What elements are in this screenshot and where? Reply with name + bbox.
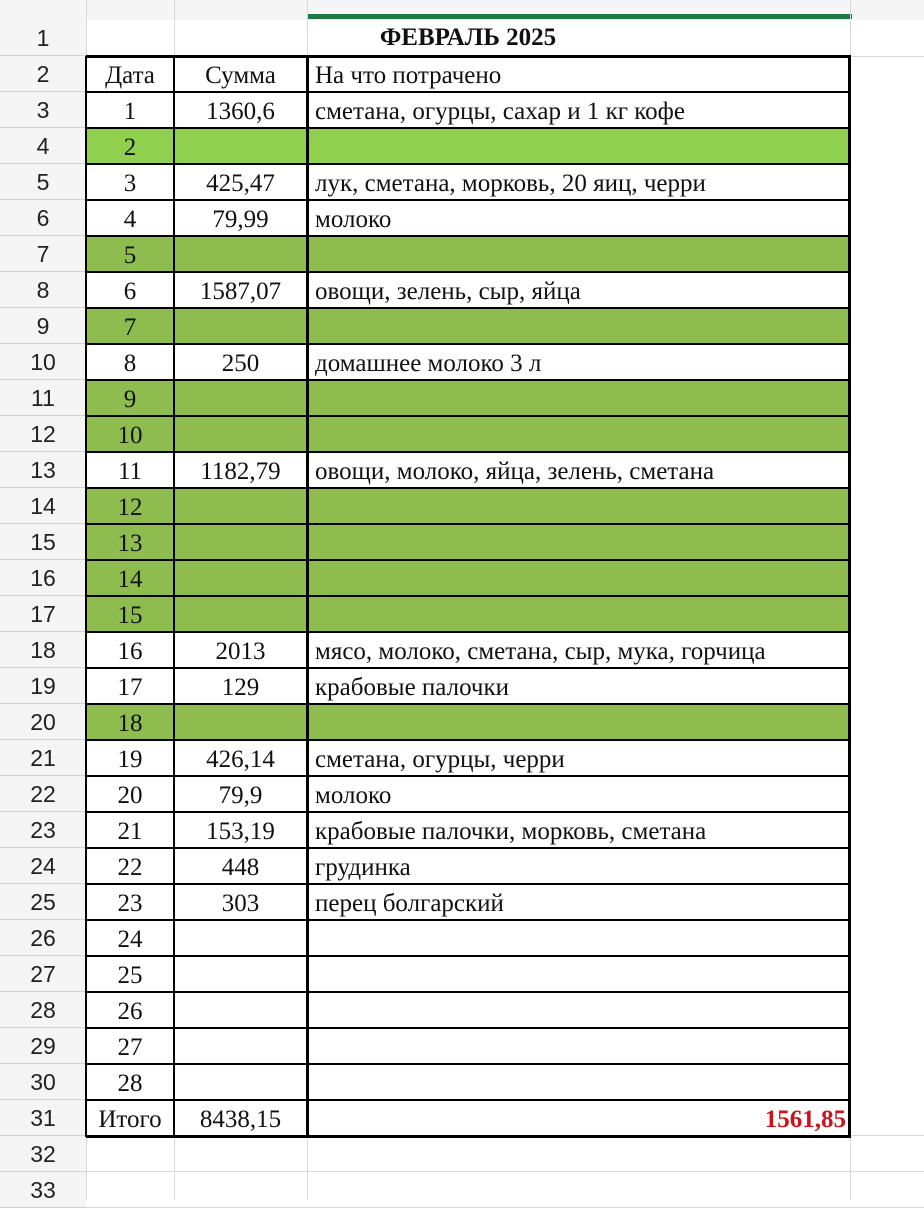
cell-sum[interactable] bbox=[174, 1064, 307, 1100]
row-header[interactable] bbox=[0, 848, 86, 884]
cell-sum[interactable] bbox=[174, 416, 307, 452]
table-border-horizontal bbox=[86, 199, 851, 201]
table-border-horizontal bbox=[86, 523, 851, 525]
cell-date[interactable]: 19 bbox=[117, 746, 143, 773]
row-header[interactable] bbox=[0, 488, 86, 524]
table-border-horizontal bbox=[86, 55, 851, 58]
row-header[interactable] bbox=[0, 524, 86, 560]
table-border-vertical bbox=[85, 56, 87, 1137]
row-number: 25 bbox=[30, 889, 56, 915]
row-header[interactable] bbox=[0, 308, 86, 344]
row-number: 30 bbox=[30, 1069, 56, 1095]
cell-date[interactable]: 3 bbox=[123, 170, 137, 197]
cell-description[interactable] bbox=[307, 488, 850, 524]
cell-description[interactable]: грудинка bbox=[315, 854, 411, 881]
cell-sum[interactable]: 448 bbox=[221, 854, 260, 881]
row-header[interactable] bbox=[0, 164, 86, 200]
row-number: 18 bbox=[30, 637, 56, 663]
cell-date[interactable]: 23 bbox=[117, 890, 143, 917]
row-header[interactable] bbox=[0, 668, 86, 704]
row-header[interactable] bbox=[0, 200, 86, 236]
cell-date[interactable]: 17 bbox=[117, 674, 143, 701]
row-number: 14 bbox=[30, 493, 56, 519]
row-number: 26 bbox=[30, 925, 56, 951]
row-header[interactable] bbox=[0, 452, 86, 488]
row-number: 32 bbox=[30, 1141, 56, 1167]
row-header[interactable] bbox=[0, 1064, 86, 1100]
remainder-value[interactable]: 1561,85 bbox=[764, 1106, 846, 1133]
table-border-horizontal bbox=[86, 379, 851, 381]
cell-date[interactable]: 10 bbox=[117, 422, 143, 449]
row-header[interactable] bbox=[0, 740, 86, 776]
row-number: 6 bbox=[36, 205, 50, 231]
cell-sum[interactable] bbox=[174, 128, 307, 164]
gridline-horizontal bbox=[86, 1171, 924, 1172]
cell-description[interactable]: перец болгарский bbox=[315, 890, 504, 917]
table-border-horizontal bbox=[86, 1063, 851, 1065]
cell-sum[interactable]: 79,99 bbox=[212, 206, 269, 233]
cell-description[interactable] bbox=[307, 524, 850, 560]
cell-date[interactable]: 20 bbox=[117, 782, 143, 809]
cell-description[interactable] bbox=[307, 1064, 850, 1100]
cell-sum[interactable]: 153,19 bbox=[206, 818, 275, 845]
cell-description[interactable]: овощи, молоко, яйца, зелень, сметана bbox=[315, 458, 715, 485]
row-number: 12 bbox=[30, 421, 56, 447]
cell-date[interactable]: 11 bbox=[117, 458, 143, 485]
cell-description[interactable] bbox=[307, 596, 850, 632]
cell-sum[interactable]: 425,47 bbox=[206, 170, 275, 197]
cell-sum[interactable] bbox=[174, 560, 307, 596]
cell-date[interactable]: 2 bbox=[123, 134, 137, 161]
table-border-horizontal bbox=[86, 595, 851, 597]
table-border-horizontal bbox=[86, 271, 851, 273]
row-header[interactable] bbox=[0, 1028, 86, 1064]
cell-sum[interactable] bbox=[174, 704, 307, 740]
table-border-horizontal bbox=[86, 1135, 851, 1138]
cell-sum[interactable]: 426,14 bbox=[206, 746, 275, 773]
cell-date[interactable]: 12 bbox=[117, 494, 143, 521]
cell-sum[interactable] bbox=[174, 956, 307, 992]
row-number: 3 bbox=[36, 97, 50, 123]
total-label[interactable]: Итого bbox=[98, 1106, 162, 1133]
table-border-horizontal bbox=[86, 775, 851, 777]
row-number: 4 bbox=[36, 133, 50, 159]
row-header[interactable] bbox=[0, 956, 86, 992]
table-border-horizontal bbox=[86, 631, 851, 633]
header-sum[interactable]: Сумма bbox=[205, 62, 276, 89]
cell-description[interactable] bbox=[307, 956, 850, 992]
table-border-horizontal bbox=[86, 955, 851, 957]
row-header[interactable] bbox=[0, 704, 86, 740]
row-header[interactable] bbox=[0, 884, 86, 920]
cell-date[interactable]: 13 bbox=[117, 530, 143, 557]
cell-description[interactable] bbox=[307, 308, 850, 344]
row-header[interactable] bbox=[0, 344, 86, 380]
cell-sum[interactable] bbox=[174, 1028, 307, 1064]
cell-date[interactable]: 26 bbox=[117, 998, 143, 1025]
cell-description[interactable]: овощи, зелень, сыр, яйца bbox=[315, 278, 581, 305]
table-border-horizontal bbox=[86, 1027, 851, 1029]
cell-date[interactable]: 4 bbox=[123, 206, 137, 233]
cell-date[interactable]: 21 bbox=[117, 818, 143, 845]
cell-sum[interactable]: 303 bbox=[221, 890, 260, 917]
cell-description[interactable] bbox=[307, 992, 850, 1028]
cell-sum[interactable] bbox=[174, 524, 307, 560]
cell-description[interactable]: сметана, огурцы, черри bbox=[315, 746, 565, 773]
cell-date[interactable]: 5 bbox=[123, 242, 137, 269]
cell-description[interactable]: крабовые палочки, морковь, сметана bbox=[315, 818, 707, 845]
row-number: 33 bbox=[30, 1177, 56, 1203]
table-border-horizontal bbox=[86, 127, 851, 129]
cell-date[interactable]: 18 bbox=[117, 710, 143, 737]
row-header[interactable] bbox=[0, 920, 86, 956]
row-number: 13 bbox=[30, 457, 56, 483]
row-header[interactable] bbox=[0, 1172, 86, 1208]
row-header[interactable] bbox=[0, 992, 86, 1028]
table-border-vertical bbox=[848, 56, 851, 1137]
cell-date[interactable]: 14 bbox=[117, 566, 143, 593]
row-number: 27 bbox=[30, 961, 56, 987]
table-border-horizontal bbox=[86, 163, 851, 165]
table-border-horizontal bbox=[86, 559, 851, 561]
row-header[interactable] bbox=[0, 380, 86, 416]
table-border-horizontal bbox=[86, 883, 851, 885]
table-border-horizontal bbox=[86, 451, 851, 453]
cell-date[interactable]: 9 bbox=[123, 386, 137, 413]
cell-description[interactable] bbox=[307, 560, 850, 596]
cell-sum[interactable] bbox=[174, 596, 307, 632]
table-border-horizontal bbox=[86, 415, 851, 417]
row-number: 10 bbox=[30, 349, 56, 375]
table-border-horizontal bbox=[86, 1099, 851, 1101]
cell-description[interactable]: молоко bbox=[315, 782, 392, 809]
table-border-horizontal bbox=[86, 235, 851, 237]
table-border-horizontal bbox=[86, 919, 851, 921]
header-description[interactable]: На что потрачено bbox=[315, 62, 502, 89]
cell-sum[interactable]: 129 bbox=[221, 674, 260, 701]
row-number: 20 bbox=[30, 709, 56, 735]
cell-sum[interactable] bbox=[174, 488, 307, 524]
row-number: 19 bbox=[30, 673, 56, 699]
cell-description[interactable] bbox=[307, 128, 850, 164]
row-number: 11 bbox=[31, 385, 55, 411]
cell-date[interactable]: 1 bbox=[123, 98, 137, 125]
row-number: 7 bbox=[36, 241, 50, 267]
row-number: 8 bbox=[36, 277, 50, 303]
row-header[interactable] bbox=[0, 416, 86, 452]
cell-description[interactable]: сметана, огурцы, сахар и 1 кг кофе bbox=[315, 98, 685, 125]
cell-sum[interactable] bbox=[174, 236, 307, 272]
cell-sum[interactable] bbox=[174, 380, 307, 416]
cell-sum[interactable]: 1360,6 bbox=[206, 98, 275, 125]
row-header[interactable] bbox=[0, 560, 86, 596]
row-number: 29 bbox=[30, 1033, 56, 1059]
cell-description[interactable] bbox=[307, 416, 850, 452]
row-number: 17 bbox=[30, 601, 56, 627]
row-header[interactable] bbox=[0, 812, 86, 848]
cell-date[interactable]: 7 bbox=[123, 314, 137, 341]
cell-description[interactable] bbox=[307, 236, 850, 272]
cell-description[interactable] bbox=[307, 380, 850, 416]
cell-description[interactable]: мясо, молоко, сметана, сыр, мука, горчица bbox=[315, 638, 766, 665]
table-border-horizontal bbox=[86, 847, 851, 849]
row-header[interactable] bbox=[0, 92, 86, 128]
row-number: 16 bbox=[30, 565, 56, 591]
cell-description[interactable]: домашнее молоко 3 л bbox=[315, 350, 542, 377]
row-number: 21 bbox=[30, 745, 56, 771]
cell-date[interactable]: 24 bbox=[117, 926, 143, 953]
cell-date[interactable]: 28 bbox=[117, 1070, 143, 1097]
row-header[interactable] bbox=[0, 272, 86, 308]
table-border-horizontal bbox=[86, 991, 851, 993]
table-border-horizontal bbox=[86, 487, 851, 489]
cell-date[interactable]: 22 bbox=[117, 854, 143, 881]
cell-date[interactable]: 8 bbox=[123, 350, 137, 377]
row-header[interactable] bbox=[0, 1136, 86, 1172]
table-border-horizontal bbox=[86, 811, 851, 813]
row-number: 23 bbox=[30, 817, 56, 843]
row-header[interactable] bbox=[0, 632, 86, 668]
row-number: 24 bbox=[30, 853, 56, 879]
sheet-title[interactable]: ФЕВРАЛЬ 2025 bbox=[379, 24, 557, 51]
cell-sum[interactable]: 1587,07 bbox=[199, 278, 282, 305]
cell-date[interactable]: 15 bbox=[117, 602, 143, 629]
row-header[interactable] bbox=[0, 236, 86, 272]
cell-description[interactable] bbox=[307, 1028, 850, 1064]
cell-sum[interactable] bbox=[174, 992, 307, 1028]
row-header[interactable] bbox=[0, 128, 86, 164]
table-border-horizontal bbox=[86, 667, 851, 669]
row-number: 31 bbox=[30, 1105, 56, 1131]
table-border-vertical bbox=[173, 56, 175, 1137]
row-number: 2 bbox=[36, 61, 50, 87]
row-number: 28 bbox=[30, 997, 56, 1023]
cell-sum[interactable]: 2013 bbox=[215, 638, 266, 665]
cell-sum[interactable]: 250 bbox=[221, 350, 260, 377]
row-number: 5 bbox=[36, 169, 50, 195]
table-border-horizontal bbox=[86, 739, 851, 741]
cell-sum[interactable] bbox=[174, 308, 307, 344]
total-sum[interactable]: 8438,15 bbox=[199, 1106, 282, 1133]
row-header[interactable] bbox=[0, 56, 86, 92]
row-header[interactable] bbox=[0, 776, 86, 812]
cell-description[interactable]: молоко bbox=[315, 206, 392, 233]
table-border-horizontal bbox=[86, 343, 851, 345]
cell-description[interactable]: лук, сметана, морковь, 20 яиц, черри bbox=[315, 170, 706, 197]
cell-date[interactable]: 25 bbox=[117, 962, 143, 989]
table-border-horizontal bbox=[86, 91, 851, 93]
cell-date[interactable]: 6 bbox=[123, 278, 137, 305]
header-date[interactable]: Дата bbox=[105, 62, 155, 89]
cell-sum[interactable]: 1182,79 bbox=[200, 458, 281, 485]
cell-description[interactable]: крабовые палочки bbox=[315, 674, 510, 701]
table-border-horizontal bbox=[86, 703, 851, 705]
cell-sum[interactable] bbox=[174, 920, 307, 956]
cell-description[interactable] bbox=[307, 704, 850, 740]
table-border-vertical bbox=[306, 56, 309, 1137]
cell-date[interactable]: 27 bbox=[117, 1034, 143, 1061]
row-header[interactable] bbox=[0, 596, 86, 632]
row-header[interactable] bbox=[0, 20, 86, 56]
cell-description[interactable] bbox=[307, 920, 850, 956]
row-header[interactable] bbox=[0, 1100, 86, 1136]
row-number: 1 bbox=[36, 25, 50, 51]
cell-sum[interactable]: 79,9 bbox=[218, 782, 263, 809]
table-border-horizontal bbox=[86, 307, 851, 309]
row-number: 9 bbox=[36, 313, 50, 339]
cell-date[interactable]: 16 bbox=[117, 638, 143, 665]
row-number: 15 bbox=[30, 529, 56, 555]
row-number: 22 bbox=[30, 781, 56, 807]
